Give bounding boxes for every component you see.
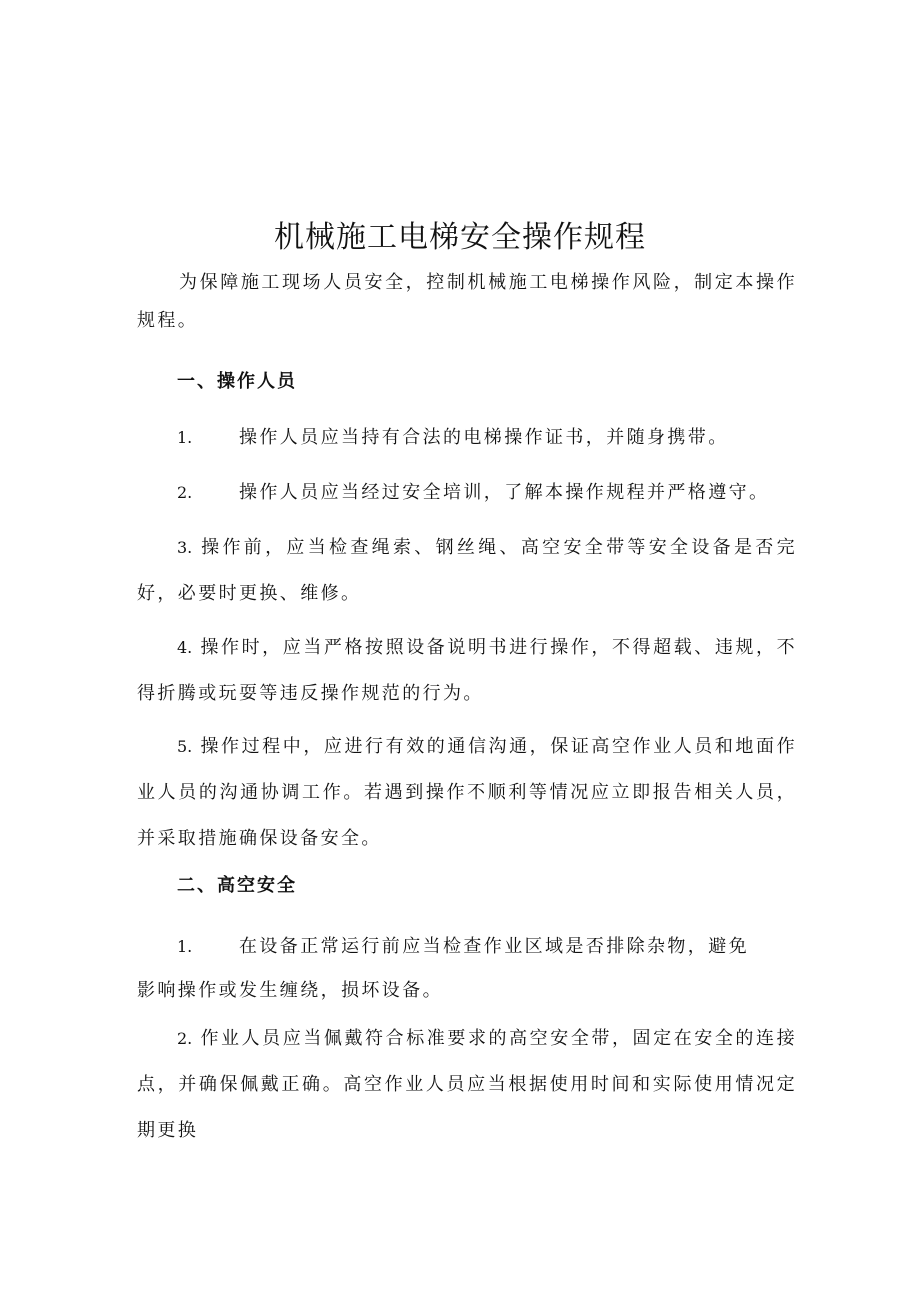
item-number: 2. <box>177 483 193 502</box>
item-text-line1: 在设备正常运行前应当检查作业区域是否排除杂物，避免 <box>239 936 749 957</box>
list-item <box>177 423 729 449</box>
intro-paragraph: 为保障施工现场人员安全，控制机械施工电梯操作风险，制定本操作规程。 <box>137 272 797 331</box>
item-number: 5. <box>177 737 193 756</box>
list-item <box>177 478 769 504</box>
item-number: 4. <box>177 638 193 657</box>
item-text: 操作人员应当持有合法的电梯操作证书，并随身携带。 <box>239 427 729 448</box>
item-number: 1. <box>177 428 193 447</box>
item-number: 3. <box>177 538 193 557</box>
item-text: 操作人员应当经过安全培训，了解本操作规程并严格遵守。 <box>239 482 770 503</box>
list-item <box>137 525 797 617</box>
list-item <box>137 724 797 862</box>
item-text: 操作过程中，应进行有效的通信沟通，保证高空作业人员和地面作业人员的沟通协调工作。若遇到操作不顺利等情况应立即报告相关人员，并采取措施确保设备安全。 <box>137 736 797 849</box>
item-text: 作业人员应当佩戴符合标准要求的高空安全带，固定在安全的连接点，并确保佩戴正确。高空作业人员应当根据使用时间和实际使用情况定期更换 <box>137 1028 797 1141</box>
item-text: 操作时，应当严格按照设备说明书进行操作，不得超载、违规，不得折腾或玩耍等违反操作规范的行为。 <box>137 637 797 704</box>
item-number: 2. <box>177 1029 193 1048</box>
item-text: 操作前，应当检查绳索、钢丝绳、高空安全带等安全设备是否完好，必要时更换、维修。 <box>137 537 797 604</box>
item-text-line2: 影响操作或发生缠绕，损坏设备。 <box>137 980 443 1001</box>
list-item <box>137 925 797 1013</box>
document-title: 机械施工电梯安全操作规程 <box>274 220 646 255</box>
section-heading-height-safety: 二、高空安全 <box>177 875 297 896</box>
item-number: 1. <box>177 937 193 956</box>
section-heading-operators: 一、操作人员 <box>177 371 297 392</box>
list-item <box>137 1016 797 1154</box>
list-item <box>137 625 797 717</box>
